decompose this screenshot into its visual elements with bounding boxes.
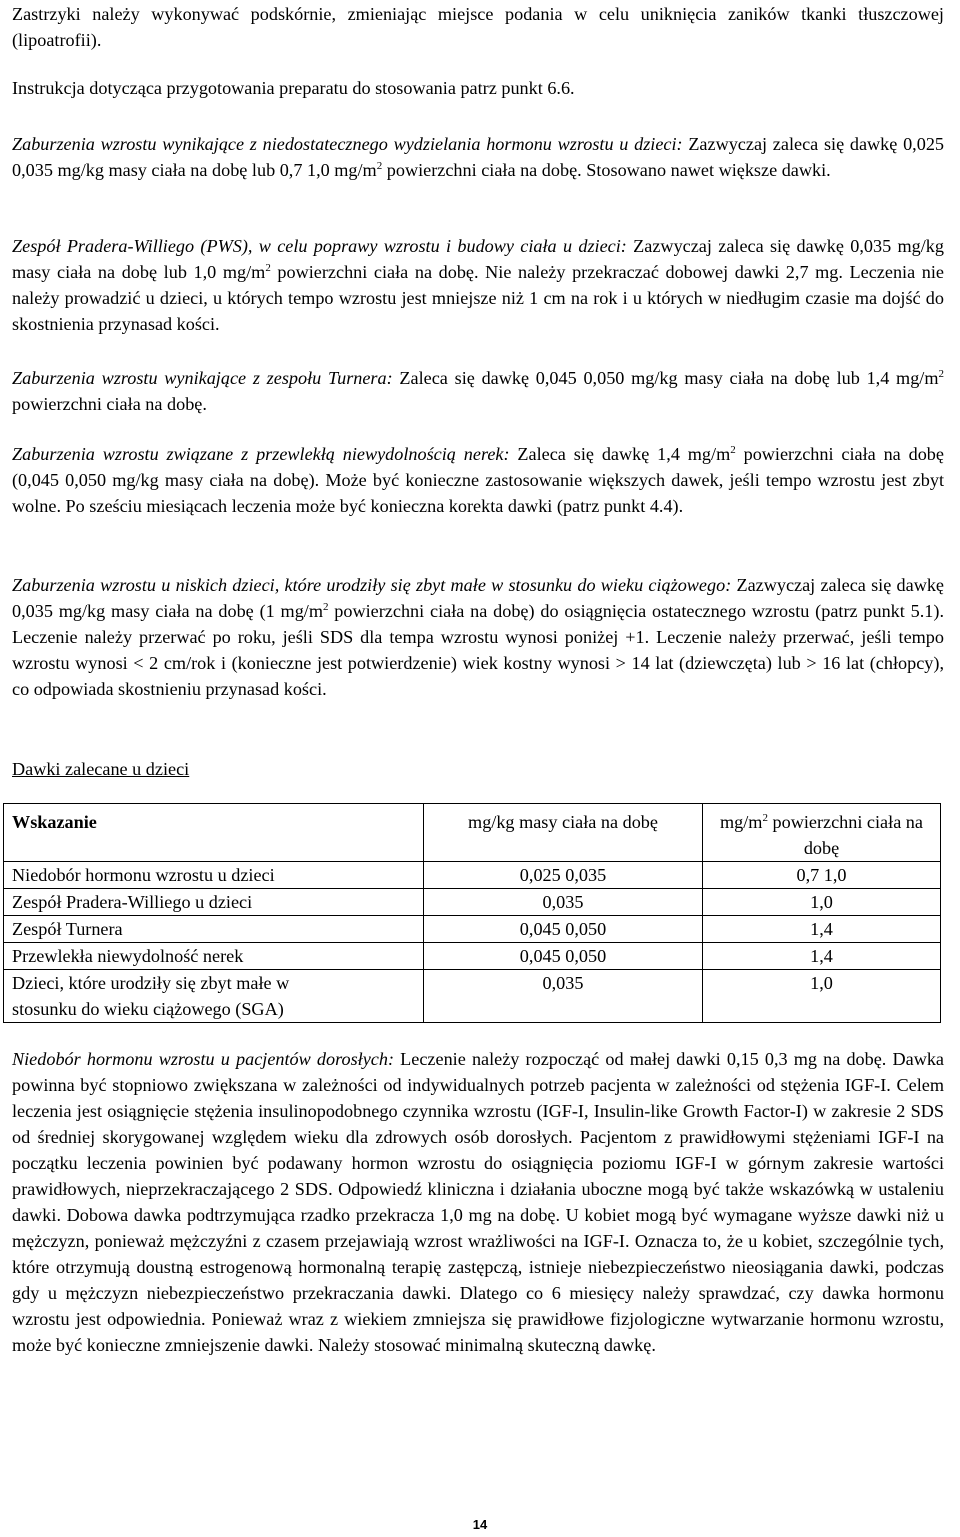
dosage-pws-text-end: powierzchni ciała na dobę. Nie należy przekraczać dobowej dawki 2,7 mg. Leczenia nie należy prowadzić u dzieci, u których tempo wzrostu jest mniejsze niż 1 cm na rok i u których w niedługim czasie ma dojść do skostnienia przynasad kości. (12, 262, 944, 334)
table-header-row (4, 804, 941, 862)
cell-indication: Niedobór hormonu wzrostu u dzieci (4, 862, 424, 889)
header-mgm2-unit: mg/m (720, 812, 763, 832)
dosage-sga-lead: Zaburzenia wzrostu u niskich dzieci, które urodziły się zbyt małe w stosunku do wieku ciążowego: (12, 575, 732, 595)
dosage-turner-text-end: powierzchni ciała na dobę. (12, 394, 207, 414)
superscript: 2 (762, 811, 768, 824)
cell-mgkg: 0,035 (424, 970, 703, 1023)
cell-indication: Przewlekła niewydolność nerek (4, 943, 424, 970)
table-row (4, 862, 941, 889)
table-row (4, 943, 941, 970)
superscript: 2 (938, 367, 944, 380)
intro-paragraph: Zastrzyki należy wykonywać podskórnie, zmieniając miejsce podania w celu uniknięcia zaników tkanki tłuszczowej (lipoatrofii). (12, 4, 944, 50)
dosage-pws-lead: Zespół Pradera-Williego (PWS), w celu poprawy wzrostu i budowy ciała u dzieci: (12, 236, 627, 256)
cell-mgm2: 1,0 (703, 970, 941, 1023)
table-row (4, 889, 941, 916)
dosage-ckd-text-end: powierzchni ciała na dobę (0,045 0,050 mg/kg masy ciała na dobę). Może być konieczne zastosowanie większych dawek, jeśli tempo wzrostu jest zbyt wolne. Po sześciu miesiącach leczenia może być konieczna korekta dawki (patrz punkt 4.4). (12, 444, 944, 516)
header-mgm2-text: powierzchni ciała na dobę (767, 812, 923, 858)
dosage-pws-text: Zazwyczaj zaleca się dawkę 0,035 mg/kg masy ciała na dobę lub 1,0 mg/m (12, 236, 944, 282)
dosage-ckd-lead: Zaburzenia wzrostu związane z przewlekłą niewydolnością nerek: (12, 444, 510, 464)
dosage-pws (12, 233, 944, 337)
dosage-sga-text-end: powierzchni ciała na dobę) do osiągnięcia ostatecznego wzrostu (patrz punkt 5.1). Leczenie należy przerwać po roku, jeśli SDS dla tempa wzrostu wynosi poniżej +1. Leczenie należy przerwać, jeśli tempo wzrostu wynosi < 2 cm/rok i (konieczne jest potwierdzenie) wiek kostny wynosi > 14 lat (dziewczęta) lub > 16 lat (chłopcy), co odpowiada skostnieniu przynasad kości. (12, 601, 944, 699)
cell-indication: Dzieci, które urodziły się zbyt małe w stosunku do wieku ciążowego (SGA) (4, 970, 424, 1023)
header-mgm2 (703, 804, 941, 862)
cell-mgkg: 0,045 0,050 (424, 916, 703, 943)
dosage-adult-ghd-lead: Niedobór hormonu wzrostu u pacjentów dorosłych: (12, 1049, 395, 1069)
dosage-adult-ghd (12, 1046, 944, 1358)
section-heading: Dawki zalecane u dzieci (12, 759, 190, 779)
dosage-ghd-children-text-end: powierzchni ciała na dobę. Stosowano nawet większe dawki. (382, 160, 831, 180)
cell-mgm2: 1,4 (703, 916, 941, 943)
superscript: 2 (376, 159, 383, 172)
superscript: 2 (322, 600, 329, 613)
cell-mgkg: 0,035 (424, 889, 703, 916)
dosage-ghd-children (12, 131, 944, 183)
header-mgkg: mg/kg masy ciała na dobę (424, 804, 703, 862)
dosage-turner-lead: Zaburzenia wzrostu wynikające z zespołu Turnera: (12, 368, 393, 388)
table-row (4, 970, 941, 1023)
cell-indication: Zespół Turnera (4, 916, 424, 943)
dosage-ckd-text: Zaleca się dawkę 1,4 mg/m (509, 444, 731, 464)
dosage-adult-ghd-text: Leczenie należy rozpocząć od małej dawki 0,15 0,3 mg na dobę. Dawka powinna być stopniowo zwiększana w zależności od indywidualnych potrzeb pacjenta w zależności od stężenia IGF-I. Celem leczenia jest osiągnięcie stężenia insulinopodobnego czynnika wzrostu (IGF-I, Insulin-like Growth Factor-I) w zakresie 2 SDS od średniej skorygowanej względem wieku dla zdrowych osób dorosłych. Pacjentom z prawidłowymi stężeniami IGF-I na początku leczenia powinien być podawany hormon wzrostu do osiągnięcia poziomu IGF-I w górnym zakresie wartości prawidłowych, nieprzekraczającego 2 SDS. Odpowiedź kliniczna i działania uboczne mogą być także wskazówką w ustaleniu dawki. Dobowa dawka podtrzymująca rzadko przekracza 1,0 mg na dobę. U kobiet mogą być wymagane wyższe dawki niż u mężczyzn, ponieważ mężczyźni z czasem przejawiają wzrost wrażliwości na IGF-I. Oznacza to, że u kobiet, szczególnie tych, które otrzymują doustną estrogenową hormonalną terapię zastępczą, istnieje niebezpieczeństwo nieosiągania dawki, podczas gdy u mężczyzn niebezpieczeństwo przekraczania dawki. Dlatego co 6 miesięcy należy sprawdzać, czy dawka hormonu wzrostu jest odpowiednia. Ponieważ wraz z wiekiem zmniejsza się prawidłowe fizjologiczne wytwarzanie hormonu wzrostu, może być konieczne zmniejszenie dawki. Należy stosować minimalną skuteczną dawkę. (12, 1049, 945, 1355)
table-row (4, 916, 941, 943)
cell-indication: Zespół Pradera-Williego u dzieci (4, 889, 424, 916)
dosage-sga-text: Zazwyczaj zaleca się dawkę 0,035 mg/kg masy ciała na dobę (1 mg/m (12, 575, 944, 621)
cell-mgm2: 1,4 (703, 943, 941, 970)
dosage-turner-text: Zaleca się dawkę 0,045 0,050 mg/kg masy ciała na dobę lub 1,4 mg/m (392, 368, 939, 388)
dosage-sga (12, 572, 944, 702)
superscript: 2 (730, 443, 736, 456)
dosage-ghd-children-text: Zazwyczaj zaleca się dawkę 0,025 0,035 mg/kg masy ciała na dobę lub 0,7 1,0 mg/m (12, 134, 945, 180)
dosage-ghd-children-lead: Zaburzenia wzrostu wynikające z niedostatecznego wydzielania hormonu wzrostu u dzieci: (12, 134, 683, 154)
header-indication: Wskazanie (4, 804, 424, 862)
superscript: 2 (265, 261, 271, 274)
cell-mgkg: 0,045 0,050 (424, 943, 703, 970)
cell-mgkg: 0,025 0,035 (424, 862, 703, 889)
page-number: 14 (472, 1517, 488, 1532)
cell-mgm2: 1,0 (703, 889, 941, 916)
pediatric-dose-table (3, 803, 941, 1023)
dosage-ckd (12, 441, 944, 519)
cell-mgm2: 0,7 1,0 (703, 862, 941, 889)
dosage-turner (12, 365, 944, 417)
preparation-reference: Instrukcja dotycząca przygotowania preparatu do stosowania patrz punkt 6.6. (12, 78, 575, 98)
